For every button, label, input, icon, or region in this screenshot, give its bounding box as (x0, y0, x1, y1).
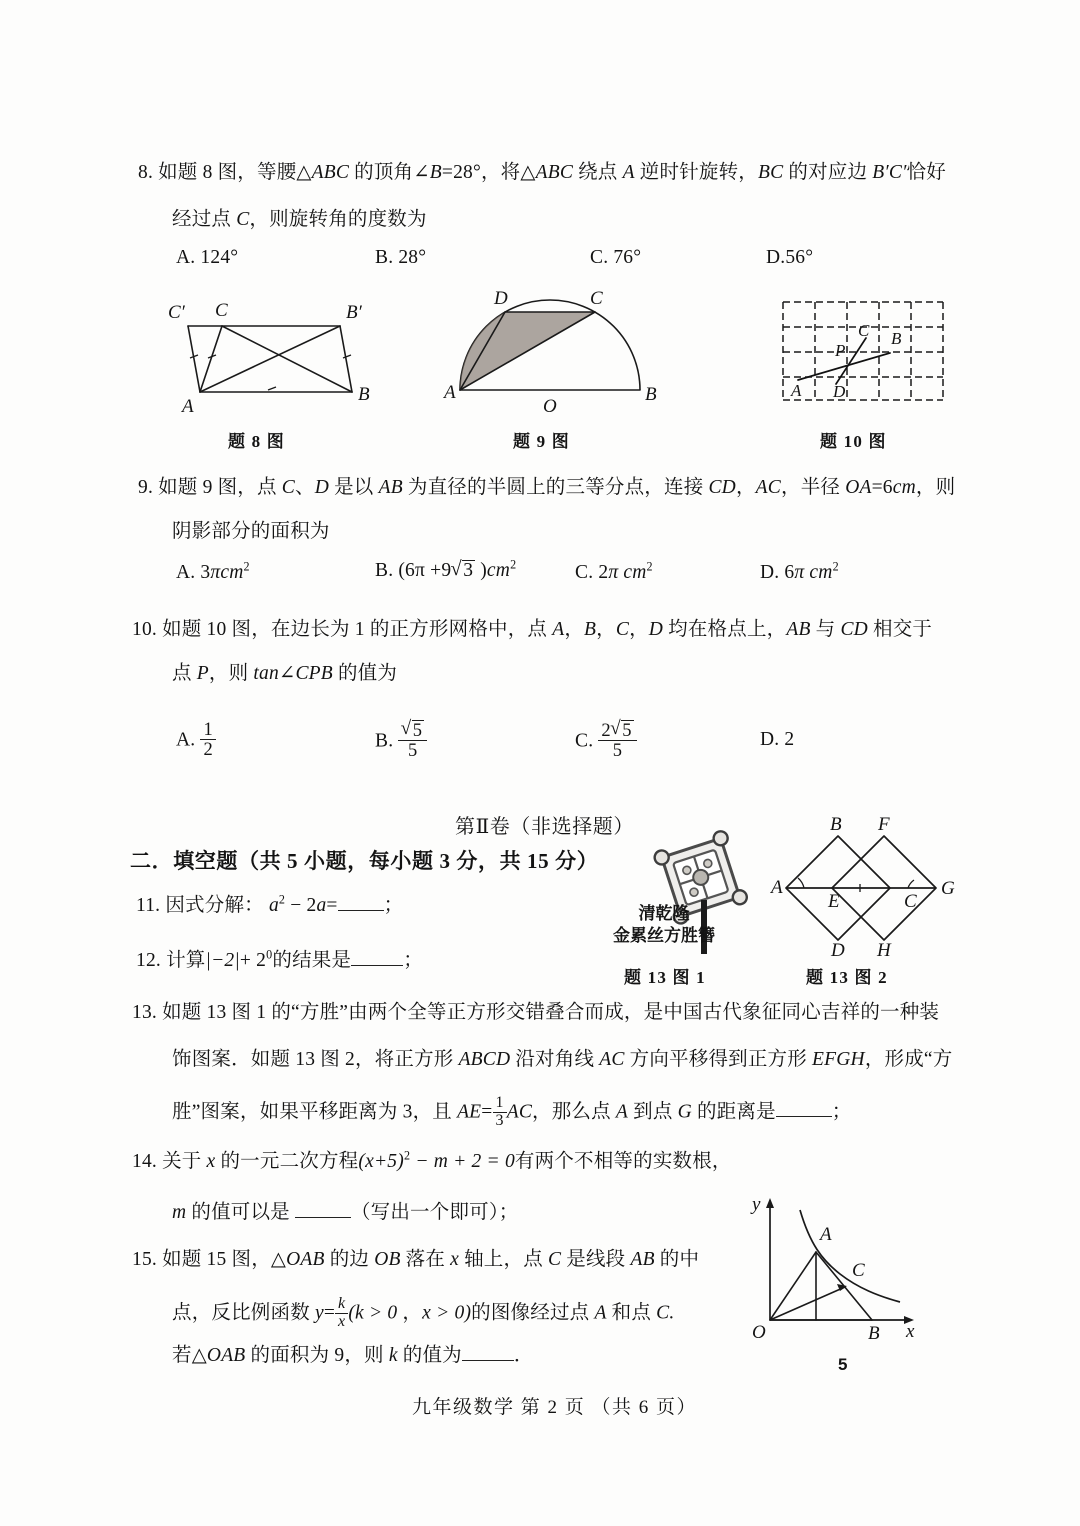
fig13-2-label-F: F (878, 814, 890, 835)
q10-option-a[interactable]: A. $\frac{1}{2}$ (176, 720, 216, 760)
fraction-k-over-x: $\frac{k}{x}$ (335, 1296, 348, 1330)
fig13-2-label-A: A (771, 877, 783, 898)
fig8-label-C: C (215, 300, 228, 321)
fraction-root5-over-5: √ $\frac{5}{5}$ (398, 720, 427, 761)
sqrt-icon: √ 5 (401, 720, 424, 740)
figure-9-caption: 题 9 图 (513, 432, 570, 451)
figure-13-1-caption: 题 13 图 1 (624, 968, 706, 987)
question-14-line-1: 14. 关于 x 的一元二次方程$(x+5)^2 - m + 2 = 0$有两个不相等的实数根， (132, 1148, 732, 1172)
fig8-label-B-prime: B′ (346, 302, 362, 323)
fraction-2root5-over-5: $\frac{2 √ 5}{5}$ (598, 720, 636, 761)
q10-option-c[interactable]: C. $\frac{2 √ 5}{5}$ (575, 720, 637, 761)
fig10-label-A: A (791, 381, 802, 400)
question-9-line-1: 9. 如题 9 图，点 C、D 是以 AB 为直径的半圆上的三等分点，连接 CD，AC，半径 OA=6cm，则 (138, 477, 956, 498)
fig15-label-A: A (820, 1224, 832, 1245)
q9-option-b[interactable]: B. (6π +9 √ 3 )$cm^2$ (375, 560, 516, 581)
fig9-label-O: O (543, 396, 557, 417)
fig15-label-y-axis: y (752, 1194, 761, 1215)
q15-answer-blank[interactable] (462, 1345, 514, 1361)
section-2-title: 二．填空题（共 5 小题，每小题 3 分，共 15 分） (130, 849, 599, 873)
fig10-label-D: D (833, 382, 846, 401)
question-11: 11. 因式分解： $a^2 - 2a=$ ； (136, 892, 404, 916)
question-15-line-1: 15. 如题 15 图，△OAB 的边 OB 落在 x 轴上，点 C 是线段 AB 的中 (132, 1249, 700, 1270)
fraction-one-half: $\frac{1}{2}$ (200, 720, 215, 760)
question-9-line-2: 阴影部分的面积为 (172, 521, 330, 542)
figure-8-caption: 题 8 图 (228, 432, 285, 451)
figure-8 (160, 296, 380, 416)
q10-number: 10. (132, 619, 157, 640)
q9-number: 9. (138, 477, 154, 498)
question-14-line-2: m 的值可以是 （写出一个即可）； (172, 1202, 519, 1223)
fig15-label-O: O (752, 1322, 766, 1343)
question-8-line-2: 经过点 C，则旋转角的度数为 (172, 209, 427, 230)
q13-answer-blank[interactable] (776, 1101, 832, 1117)
question-10-line-2: 点 P，则 tan∠CPB 的值为 (172, 663, 398, 684)
figure-10-caption: 题 10 图 (820, 432, 887, 451)
figure-13-2-caption: 题 13 图 2 (806, 968, 888, 987)
question-15-line-2: 点，反比例函数 y= $\frac{k}{x}$ (k > 0 ，x > 0)的图像经过点 A 和点 C. (172, 1295, 675, 1330)
sqrt-icon: √ 5 (611, 720, 634, 740)
q11-answer-blank[interactable] (338, 895, 384, 911)
fig13-2-label-H: H (877, 940, 891, 961)
page-marker: 5 (838, 1355, 848, 1374)
fig13-2-label-E: E (828, 891, 840, 912)
question-8-line-1: 8. 如题 8 图，等腰△ABC 的顶角∠B=28°，将△ABC 绕点 A 逆时针旋转，BC 的对应边 B′C′恰好 (138, 162, 946, 183)
question-13-line-2: 饰图案．如题 13 图 2，将正方形 ABCD 沿对角线 AC 方向平移得到正方形 EFGH，形成“方 (172, 1049, 953, 1070)
question-12: 12. 计算$|-2|+ 2^0$的结果是 ； (136, 947, 423, 971)
figure-15 (748, 1192, 928, 1347)
q8-option-b[interactable]: B. 28° (375, 247, 427, 268)
q10-option-b[interactable]: B. √ $\frac{5}{5}$ (375, 720, 427, 761)
q11-number: 11. (136, 895, 161, 916)
fig13-2-label-B: B (830, 814, 842, 835)
fig15-label-C: C (852, 1260, 865, 1281)
fig9-label-B: B (645, 384, 657, 405)
q8-option-a[interactable]: A. 124° (176, 247, 239, 268)
figure-9 (444, 288, 670, 417)
figure-13-2 (771, 814, 955, 961)
fig10-label-B: B (891, 329, 902, 348)
q8-option-c[interactable]: C. 76° (590, 247, 642, 268)
fig10-label-P: P (835, 341, 846, 360)
q10-option-d[interactable]: D. 2 (760, 729, 795, 750)
fig8-label-B: B (358, 384, 370, 405)
question-13-line-3: 胜”图案，如果平移距离为 3，且 AE= $\frac{1}{3}$ AC，那么点 A 到点 G 的距离是 ； (172, 1094, 852, 1129)
figure-10 (778, 296, 948, 406)
q12-number: 12. (136, 950, 161, 971)
fig13-2-label-G: G (941, 878, 955, 899)
artifact-name (604, 903, 724, 947)
fig9-label-A: A (444, 382, 456, 403)
q14-number: 14. (132, 1151, 157, 1172)
fig15-label-x-axis: x (906, 1321, 915, 1342)
q9-option-d[interactable]: D. 6π $cm^2$ (760, 559, 839, 583)
fig9-label-C: C (590, 288, 603, 309)
q13-number: 13. (132, 1002, 157, 1023)
fig8-label-C-prime: C′ (168, 302, 185, 323)
section-2-header: 第Ⅱ卷（非选择题） (455, 816, 634, 838)
q14-answer-blank[interactable] (295, 1202, 351, 1218)
sqrt-icon: √ 3 (451, 560, 475, 581)
artifact-name-line-2: 金累丝方胜簪 (613, 925, 715, 945)
q8-option-d[interactable]: D.56° (766, 247, 814, 268)
fig15-label-B: B (868, 1323, 880, 1344)
q9-option-c[interactable]: C. 2π $cm^2$ (575, 559, 653, 583)
question-15-line-3: 若△OAB 的面积为 9，则 k 的值为 ． (172, 1345, 534, 1366)
question-10-line-1: 10. 如题 10 图，在边长为 1 的正方形网格中，点 A，B，C，D 均在格点上，AB 与 CD 相交于 (132, 619, 933, 640)
fig10-label-C: C (858, 321, 870, 340)
page-footer: 九年级数学 第 2 页 （共 6 页） (412, 1397, 698, 1418)
q8-number: 8. (138, 162, 154, 183)
fig9-label-D: D (494, 288, 508, 309)
fig8-label-A: A (182, 396, 194, 417)
q15-number: 15. (132, 1249, 157, 1270)
q9-option-a[interactable]: A. 3πcm$^2$ (176, 559, 250, 583)
q12-answer-blank[interactable] (351, 950, 403, 966)
artifact-name-line-1: 清乾隆 (638, 904, 690, 923)
question-13-line-1: 13. 如题 13 图 1 的“方胜”由两个全等正方形交错叠合而成，是中国古代象征同心吉祥的一种装 (132, 1002, 940, 1023)
fraction-one-third: $\frac{1}{3}$ (493, 1095, 507, 1129)
fig13-2-label-C: C (904, 891, 917, 912)
fig13-2-label-D: D (831, 940, 845, 961)
